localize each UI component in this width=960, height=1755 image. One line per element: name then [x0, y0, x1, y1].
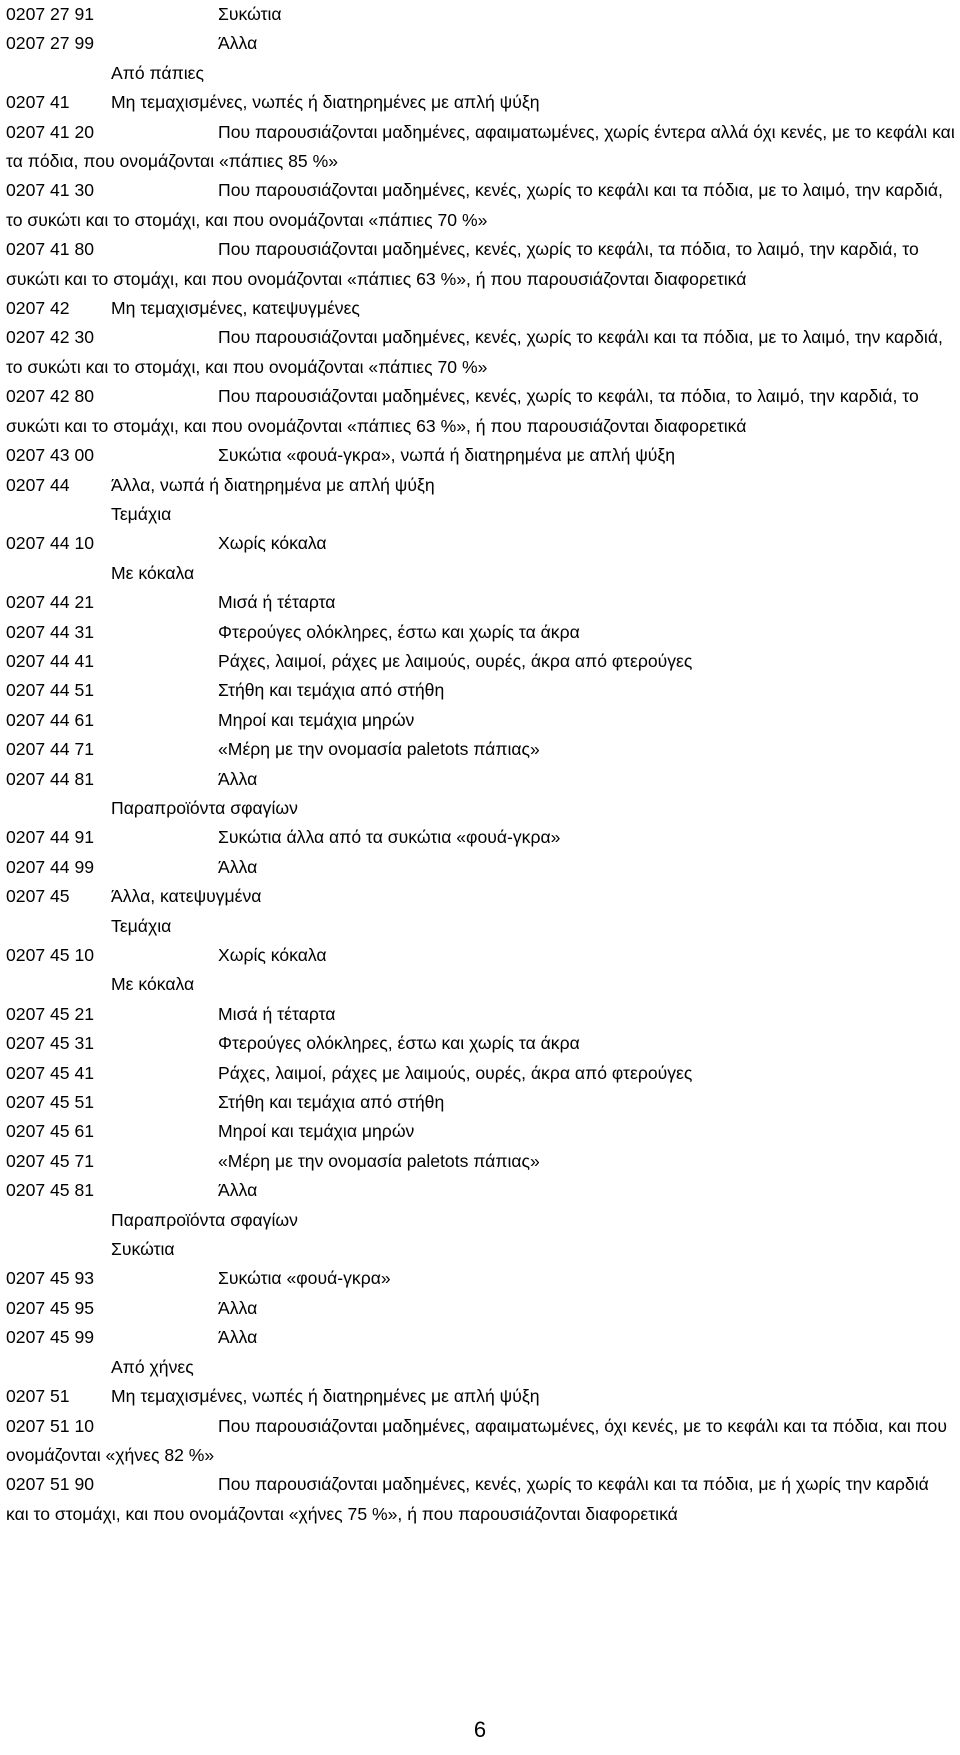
tariff-code: 0207 43 00	[6, 445, 95, 466]
tariff-description: Άλλα	[218, 1180, 258, 1201]
tariff-entry	[6, 1264, 956, 1293]
tariff-entry-multiline	[6, 1470, 956, 1529]
tariff-code: 0207 44 61	[6, 709, 95, 730]
tariff-description: Άλλα	[218, 768, 258, 789]
tariff-description: Που παρουσιάζονται μαδημένες, κενές, χωρίς το κεφάλι, τα πόδια, το λαιμό, την καρδιά, το συκώτι και το στομάχι, και που ονομάζονται «πάπιες 63 %», ή που παρουσιάζονται διαφορετικά	[6, 386, 919, 436]
tariff-entry-multiline	[6, 118, 956, 177]
tariff-entry-multiline	[6, 235, 956, 294]
tariff-entry	[6, 29, 956, 58]
tariff-description: Που παρουσιάζονται μαδημένες, αφαιματωμένες, χωρίς έντερα αλλά όχι κενές, με το κεφάλι και τα πόδια, που ονομάζονται «πάπιες 85 %»	[6, 121, 955, 172]
tariff-entry	[6, 1117, 956, 1146]
section-heading: Από πάπιες	[111, 62, 204, 83]
tariff-code: 0207 45 99	[6, 1327, 95, 1348]
tariff-description: Συκώτια άλλα από τα συκώτια «φουά-γκρα»	[218, 827, 561, 848]
tariff-entry	[6, 1294, 956, 1323]
tariff-description: Που παρουσιάζονται μαδημένες, κενές, χωρίς το κεφάλι, τα πόδια, το λαιμό, την καρδιά, το συκώτι και το στομάχι, και που ονομάζονται «πάπιες 63 %», ή που παρουσιάζονται διαφορετικά	[6, 239, 919, 289]
tariff-description: Συκώτια «φουά-γκρα»	[218, 1268, 391, 1289]
tariff-description: Άλλα	[218, 1297, 258, 1318]
tariff-description: Μισά ή τέταρτα	[218, 592, 336, 613]
section-heading: Με κόκαλα	[111, 974, 195, 995]
tariff-code: 0207 45	[6, 886, 70, 907]
tariff-description: Ράχες, λαιμοί, ράχες με λαιμούς, ουρές, άκρα από φτερούγες	[218, 650, 693, 671]
tariff-entry	[6, 1147, 956, 1176]
tariff-code: 0207 42	[6, 298, 70, 319]
tariff-code: 0207 45 41	[6, 1062, 95, 1083]
tariff-entry-multiline	[6, 176, 956, 235]
tariff-code: 0207 45 93	[6, 1268, 95, 1289]
section-heading: Από χήνες	[111, 1356, 194, 1377]
tariff-code: 0207 44 31	[6, 621, 95, 642]
tariff-code: 0207 41 80	[6, 239, 95, 260]
tariff-code: 0207 27 91	[6, 4, 95, 24]
tariff-description: Άλλα	[218, 856, 258, 877]
tariff-description: «Μέρη με την ονομασία paletots πάπιας»	[218, 739, 540, 760]
tariff-code: 0207 51	[6, 1386, 70, 1407]
tariff-code: 0207 44 71	[6, 739, 95, 760]
document-body	[6, 0, 956, 1529]
tariff-code: 0207 41 20	[6, 121, 95, 142]
tariff-code: 0207 45 95	[6, 1297, 95, 1318]
tariff-description: Μη τεμαχισμένες, νωπές ή διατηρημένες με απλή ψύξη	[111, 1386, 540, 1407]
tariff-description: Μισά ή τέταρτα	[218, 1003, 336, 1024]
tariff-entry	[6, 706, 956, 735]
tariff-entry-multiline	[6, 1412, 956, 1471]
tariff-entry	[6, 441, 956, 470]
tariff-code: 0207 44 41	[6, 650, 95, 671]
tariff-entry	[6, 618, 956, 647]
tariff-code: 0207 45 51	[6, 1092, 95, 1113]
tariff-code: 0207 45 31	[6, 1033, 95, 1054]
section-heading: Παραπροϊόντα σφαγίων	[111, 797, 298, 818]
section-heading: Τεμάχια	[111, 503, 172, 524]
tariff-code: 0207 44	[6, 474, 70, 495]
tariff-entry	[6, 1000, 956, 1029]
tariff-code: 0207 44 91	[6, 827, 95, 848]
section-heading: Συκώτια	[111, 1239, 175, 1260]
tariff-entry	[6, 765, 956, 794]
tariff-entry	[6, 1029, 956, 1058]
tariff-code: 0207 44 51	[6, 680, 95, 701]
tariff-code: 0207 51 90	[6, 1474, 95, 1495]
tariff-description: Άλλα, κατεψυγμένα	[111, 886, 262, 907]
tariff-code: 0207 41 30	[6, 180, 95, 201]
tariff-entry	[6, 941, 956, 970]
tariff-description: Που παρουσιάζονται μαδημένες, κενές, χωρίς το κεφάλι και τα πόδια, με ή χωρίς την καρδιά και το στομάχι, και που ονομάζονται «χήνες 75 %», ή που παρουσιάζονται διαφορετικά	[6, 1474, 929, 1524]
tariff-code: 0207 44 99	[6, 856, 95, 877]
tariff-entry	[6, 588, 956, 617]
tariff-code: 0207 44 81	[6, 768, 95, 789]
tariff-code: 0207 45 71	[6, 1150, 95, 1171]
section-heading: Παραπροϊόντα σφαγίων	[111, 1209, 298, 1230]
page-number: 6	[473, 1717, 487, 1742]
tariff-code: 0207 27 99	[6, 33, 95, 54]
tariff-code: 0207 45 81	[6, 1180, 95, 1201]
tariff-subheading	[6, 882, 956, 911]
tariff-entry	[6, 1088, 956, 1117]
tariff-subheading	[6, 1382, 956, 1411]
tariff-entry	[6, 1323, 956, 1352]
tariff-subheading	[6, 88, 956, 117]
tariff-description: «Μέρη με την ονομασία paletots πάπιας»	[218, 1150, 540, 1171]
tariff-description: Που παρουσιάζονται μαδημένες, αφαιματωμένες, όχι κενές, με το κεφάλι και τα πόδια, και που ονομάζονται «χήνες 82 %»	[6, 1415, 947, 1465]
tariff-entry	[6, 1176, 956, 1205]
tariff-description: Στήθη και τεμάχια από στήθη	[218, 1092, 445, 1113]
tariff-entry	[6, 823, 956, 852]
tariff-entry	[6, 529, 956, 558]
tariff-code: 0207 44 10	[6, 533, 95, 554]
tariff-code: 0207 45 21	[6, 1003, 95, 1024]
section-heading: Με κόκαλα	[111, 562, 195, 583]
tariff-code: 0207 42 80	[6, 386, 95, 407]
tariff-description: Ράχες, λαιμοί, ράχες με λαιμούς, ουρές, άκρα από φτερούγες	[218, 1062, 693, 1083]
tariff-description: Που παρουσιάζονται μαδημένες, κενές, χωρίς το κεφάλι και τα πόδια, με το λαιμό, την καρδιά, το συκώτι και το στομάχι, και που ονομάζονται «πάπιες 70 %»	[6, 327, 943, 377]
tariff-entry	[6, 1059, 956, 1088]
tariff-entry	[6, 0, 956, 29]
tariff-entry-multiline	[6, 382, 956, 441]
tariff-description: Χωρίς κόκαλα	[218, 945, 327, 965]
tariff-code: 0207 45 10	[6, 945, 95, 965]
tariff-description: Φτερούγες ολόκληρες, έστω και χωρίς τα άκρα	[218, 1033, 580, 1054]
tariff-entry	[6, 735, 956, 764]
tariff-code: 0207 51 10	[6, 1415, 95, 1436]
section-heading: Τεμάχια	[111, 915, 172, 936]
tariff-description: Συκώτια	[218, 4, 282, 24]
tariff-description: Μηροί και τεμάχια μηρών	[218, 709, 415, 730]
tariff-description: Συκώτια «φουά-γκρα», νωπά ή διατηρημένα με απλή ψύξη	[218, 445, 676, 466]
tariff-description: Άλλα	[218, 33, 258, 54]
tariff-entry	[6, 853, 956, 882]
tariff-code: 0207 45 61	[6, 1121, 95, 1142]
tariff-description: Μηροί και τεμάχια μηρών	[218, 1121, 415, 1142]
tariff-description: Άλλα, νωπά ή διατηρημένα με απλή ψύξη	[111, 474, 435, 495]
tariff-entry-multiline	[6, 323, 956, 382]
tariff-entry	[6, 647, 956, 676]
tariff-description: Άλλα	[218, 1327, 258, 1348]
tariff-code: 0207 41	[6, 92, 70, 113]
tariff-subheading	[6, 471, 956, 500]
tariff-code: 0207 42 30	[6, 327, 95, 348]
tariff-description: Μη τεμαχισμένες, νωπές ή διατηρημένες με απλή ψύξη	[111, 92, 540, 113]
tariff-description: Χωρίς κόκαλα	[218, 533, 327, 554]
tariff-code: 0207 44 21	[6, 592, 95, 613]
tariff-description: Που παρουσιάζονται μαδημένες, κενές, χωρίς το κεφάλι και τα πόδια, με το λαιμό, την καρδιά, το συκώτι και το στομάχι, και που ονομάζονται «πάπιες 70 %»	[6, 180, 943, 230]
tariff-entry	[6, 676, 956, 705]
tariff-description: Μη τεμαχισμένες, κατεψυγμένες	[111, 298, 360, 319]
tariff-description: Στήθη και τεμάχια από στήθη	[218, 680, 445, 701]
tariff-subheading	[6, 294, 956, 323]
tariff-description: Φτερούγες ολόκληρες, έστω και χωρίς τα άκρα	[218, 621, 580, 642]
